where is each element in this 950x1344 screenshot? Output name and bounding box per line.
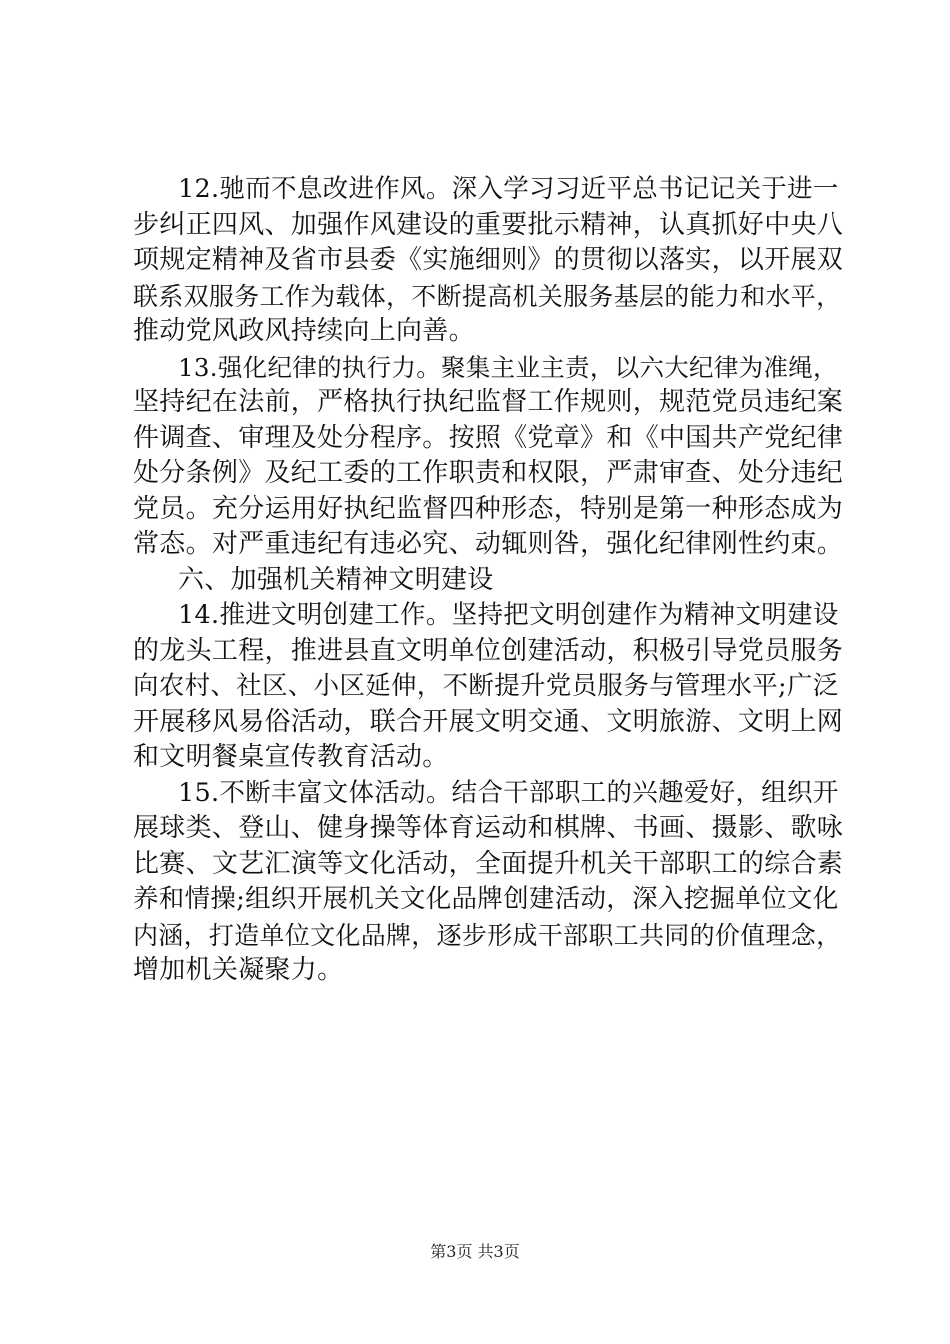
text-line: 比赛、文艺汇演等文化活动，全面提升机关干部职工的综合素 — [133, 848, 844, 879]
text-line: 坚持纪在法前，严格执行执纪监督工作规则，规范党员违纪案 — [133, 387, 844, 417]
text-line: 六、加强机关精神文明建设 — [178, 564, 494, 595]
text-line: 展球类、登山、健身操等体育运动和棋牌、书画、摄影、歌咏 — [133, 813, 844, 843]
text-line: 15.不断丰富文体活动。结合干部职工的兴趣爱好，组织开 — [178, 777, 839, 808]
text-line: 开展移风易俗活动，联合开展文明交通、文明旅游、文明上网 — [133, 706, 844, 737]
text-line: 向农村、社区、小区延伸，不断提升党员服务与管理水平;广泛 — [133, 671, 839, 701]
document-body — [133, 172, 845, 989]
text-line: 联系双服务工作为载体，不断提高机关服务基层的能力和水平， — [133, 281, 842, 311]
text-line: 养和情操;组织开展机关文化品牌创建活动，深入挖掘单位文化 — [133, 884, 839, 914]
text-line: 和文明餐桌宣传教育活动。 — [133, 742, 449, 772]
text-line: 增加机关凝聚力。 — [133, 955, 344, 985]
text-line: 党员。充分运用好执纪监督四种形态，特别是第一种形态成为 — [133, 493, 844, 524]
text-line: 12.驰而不息改进作风。深入学习习近平总书记记关于进一 — [178, 174, 839, 204]
text-line: 常态。对严重违纪有违必究、动辄则咎，强化纪律刚性约束。 — [133, 529, 844, 559]
text-line: 内涵，打造单位文化品牌，逐步形成干部职工共同的价值理念， — [133, 920, 842, 950]
text-line: 的龙头工程，推进县直文明单位创建活动，积极引导党员服务 — [133, 635, 844, 666]
text-line: 14.推进文明创建工作。坚持把文明创建作为精神文明建设 — [178, 600, 839, 630]
text-line: 13.强化纪律的执行力。聚集主业主责，以六大纪律为准绳， — [178, 352, 838, 382]
page-footer: 第3页 共3页 — [430, 1242, 520, 1261]
text-line: 步纠正四风、加强作风建设的重要批示精神，认真抓好中央八 — [133, 209, 844, 240]
text-line: 项规定精神及省市县委《实施细则》的贯彻以落实，以开展双 — [133, 245, 844, 275]
text-line: 件调查、审理及处分程序。按照《党章》和《中国共产党纪律 — [133, 422, 844, 453]
text-line: 处分条例》及纪工委的工作职责和权限，严肃审查、处分违纪 — [133, 458, 844, 488]
text-line: 推动党风政风持续向上向善。 — [133, 316, 475, 346]
